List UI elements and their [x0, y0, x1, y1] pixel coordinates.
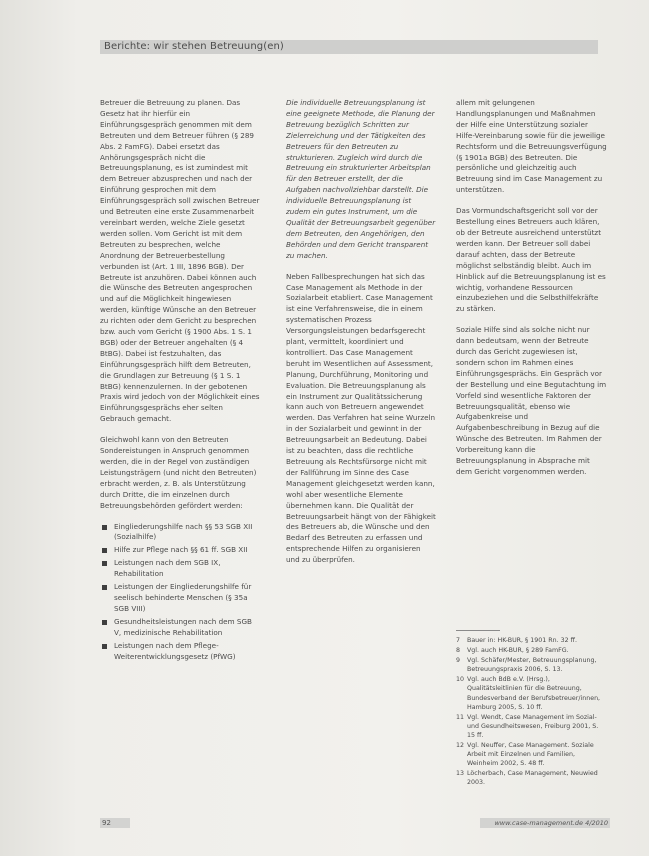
footnote-divider [456, 630, 500, 631]
paragraph: Soziale Hilfe sind als solche nicht nur dann bedeutsam, wenn der Betreute durch das Gericht zugewiesen ist, sondern schon im Rahmen eines Einführungsgesprächs. Ein Gespräch vor der Bestellung und eine Begutachtung im Vorfeld sind wesentliche Faktoren der Betreuungsqualität, ebenso wie Aufgabenkreise und Aufgabenbeschreibung in Bezug auf die Wünsche des Betreuten. Im Rahmen der Vorbereitung kann die Betreuungsplanung in Absprache mit dem Gericht vorgenommen werden. [456, 325, 607, 476]
journal-footer-band [480, 818, 610, 828]
footnote: 13 Löcherbach, Case Management, Neuwied 2003. [456, 770, 598, 787]
page-number-band [100, 818, 130, 828]
footnote: 11 Vgl. Wendt, Case Management im Sozial- und Gesundheitswesen, Freiburg 2001, S. 15 ff. [456, 713, 599, 739]
list-item: Leistungen nach dem Pflege-Weiterentwicklungsgesetz (PfWG) [100, 641, 260, 663]
list-item: Leistungen der Eingliederungshilfe für seelisch behinderte Menschen (§ 35a SGB VIII) [100, 582, 260, 615]
bullet-list [100, 522, 260, 663]
footnote: 12 Vgl. Neuffer, Case Management. Soziale Arbeit mit Einzelnen und Familien, Weinheim 2002, S. 48 ff. [456, 742, 594, 768]
footnote: 9 Vgl. Schäfer/Mester, Betreuungsplanung, Betreuungspraxis 2006, S. 13. [456, 657, 597, 674]
journal-footer: www.case-management.de 4/2010 [494, 819, 608, 827]
paragraph: Neben Fallbesprechungen hat sich das Case Management als Methode in der Sozialarbeit etabliert. Case Management ist eine Verfahrensweise, die in einem systematischen Prozess Versorgungsleistungen bedarfsgerecht plant, vermittelt, koordiniert und kontrolliert. Das Case Management beruht im Wesentlichen auf Assessment, Planung, Durchführung, Monitoring und Evaluation. Die Betreuungsplanung als ein Instrument zur Qualitätssicherung kann auch von Betreuern angewendet werden. Das Verfahren hat seine Wurzeln in der Sozialarbeit und gewinnt in der Betreuungsarbeit an Bedeutung. Dabei ist zu beachten, dass die rechtliche Betreuung als Rechtsfürsorge nicht mit der Fallführung im Sinne des Case Management gleichgesetzt werden kann, wohl aber wesentliche Elemente übernehmen kann. Die Qualität der Betreuungsarbeit hängt von der Fähigkeit des Betreuers ab, die Wünsche und den Bedarf des Betreuten zu erfassen und entsprechende Hilfen zu organisieren und zu überprüfen. [286, 271, 436, 565]
text-column-1 [100, 98, 260, 664]
footnote: 10 Vgl. auch BdB e.V. (Hrsg.), Qualitätsleitlinien für die Betreuung, Bundesverband der Berufsbetreuer/innen, Hamburg 2005, S. 10 ff. [456, 676, 601, 711]
list-item: Gesundheitsleistungen nach dem SGB V, medizinische Rehabilitation [100, 617, 260, 639]
footnote: 8 Vgl. auch HK-BUR, § 289 FamFG. [456, 647, 569, 655]
text-column-3 [456, 98, 608, 488]
paragraph: allem mit gelungenen Handlungsplanungen und Maßnahmen der Hilfe eine Unterstützung sozialer Hilfe-Vereinbarung sowie für die jeweilige Rechtsform und die Betreuungsverfügung (§ 1901a BGB) des Betreuten. Die persönliche und gleichzeitig auch Betreuung sind im Case Management zu unterstützen. [456, 98, 607, 195]
paragraph: Gleichwohl kann von den Betreuten Sondereistungen in Anspruch genommen werden, die in der Regel von zuständigen Leistungsträgern (und nicht den Betreuten) erbracht werden, z. B. als Unterstützung durch Dritte, die im einzelnen durch Betreuungsbehörden gefördert werden: [100, 435, 257, 510]
list-item: Hilfe zur Pflege nach §§ 61 ff. SGB XII [100, 545, 260, 556]
section-title: Berichte: wir stehen Betreuung(en) [104, 41, 284, 52]
paragraph-italic: Die individuelle Betreuungsplanung ist eine geeignete Methode, die Planung der Betreuung bezüglich Schritten zur Zielerreichung und der Tätigkeiten des Betreuers für den Betreuten zu strukturieren. Zugleich wird durch die Betreuung ein strukturierter Arbeitsplan für den Betreuer erstellt, der die Aufgaben nachvollziehbar darstellt. Die individuelle Betreuungsplanung ist zudem ein gutes Instrument, um die Qualität der Betreuungsarbeit gegenüber dem Betreuten, den Angehörigen, den Behörden und dem Gericht transparent zu machen. [286, 98, 436, 260]
text-column-2 [286, 98, 436, 576]
paragraph: Das Vormundschaftsgericht soll vor der Bestellung eines Betreuers auch klären, ob der Betreute ausreichend unterstützt werden kann. Der Betreuer soll dabei darauf achten, dass der Betreute möglichst selbständig bleibt. Auch im Hinblick auf die Betreuungsplanung ist es wichtig, vorhandene Ressourcen einzubeziehen und die Selbsthilfekräfte zu stärken. [456, 206, 606, 314]
section-header [100, 40, 598, 54]
footnote: 7 Bauer in: HK-BUR, § 1901 Rn. 32 ff. [456, 637, 577, 644]
list-item: Leistungen nach dem SGB IX, Rehabilitation [100, 558, 260, 580]
footnotes [456, 636, 604, 789]
paragraph: Betreuer die Betreuung zu planen. Das Gesetz hat ihr hierfür ein Einführungsgespräch genommen mit dem Betreuten und dem Betreuer führen (§ 289 Abs. 2 FamFG). Dabei ersetzt das Anhörungsgespräch nicht die Betreuungsplanung, es ist zumindest mit dem Betreuer abzusprechen und nach der Einführung gesprochen mit dem Einführungsgespräch soll zwischen Betreuer und Betreuten eine erste Zusammenarbeit vereinbart werden, welche Ziele gesetzt werden sollen. Vom Gericht ist mit dem Betreuten zu besprechen, welche Anordnung der Betreuerbestellung verbunden ist (Art. 1 III, 1896 BGB). Der Betreute ist anzuhören. Dabei können auch die Wünsche des Betreuten angesprochen und auf die Möglichkeit hingewiesen werden, künftige Wünsche an den Betreuer zu richten oder dem Gericht zu besprechen bzw. auch vom Gericht (§ 1900 Abs. 1 S. 1 BGB) oder der Betreuer angehalten (§ 4 BtBG). Dabei ist festzuhalten, das Einführungsgespräch hilft dem Betreuten, die Grundlagen zur Betreuung (§ 1 S. 1 BtBG) kennenzulernen. In der gebotenen Praxis wird jedoch von der Möglichkeit eines Einführungsgesprächs eher selten Gebrauch gemacht. [100, 98, 260, 424]
page-number: 92 [102, 819, 111, 827]
list-item: Eingliederungshilfe nach §§ 53 SGB XII (Sozialhilfe) [100, 522, 260, 544]
